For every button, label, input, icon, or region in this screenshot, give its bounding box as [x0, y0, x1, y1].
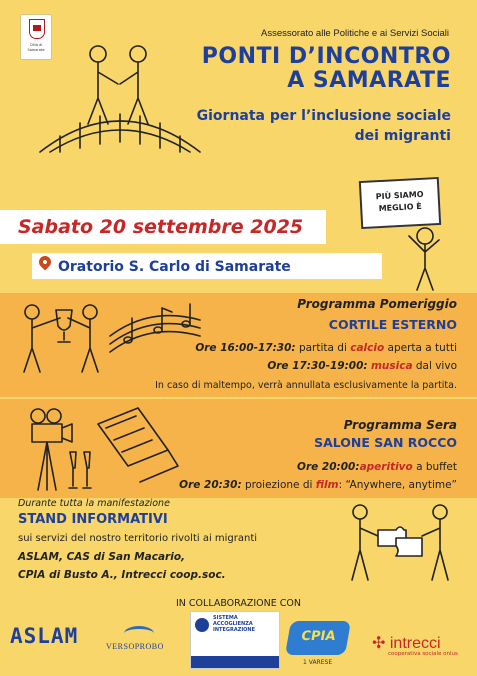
subtitle-line-2: dei migranti: [354, 128, 451, 144]
time-label: Ore 20:30:: [179, 479, 242, 491]
sign-text: PIÙ SIAMO MEGLIO È: [375, 189, 424, 214]
cpia-subtext: 1 VARESE: [303, 659, 333, 666]
camera-film-illustration: [18, 402, 188, 494]
time-label: Ore 17:30-19:00:: [267, 360, 368, 372]
stands-intro: Durante tutta la manifestazione: [18, 498, 170, 509]
sai-logo: [190, 611, 280, 669]
page-title: [202, 45, 451, 93]
afternoon-venue: CORTILE ESTERNO: [328, 317, 457, 332]
bird-icon: [124, 626, 154, 641]
intrecci-logo: ✣ intrecci: [372, 635, 441, 652]
cpia-text: CPIA: [299, 629, 337, 644]
activity-highlight: calcio: [350, 342, 385, 354]
afternoon-heading: Programma Pomeriggio: [297, 297, 457, 311]
sai-text: SISTEMA ACCOGLIENZA INTEGRAZIONE: [213, 615, 256, 633]
item-text: aperta a tutti: [384, 342, 457, 354]
activity-highlight: film: [315, 479, 339, 491]
title-line-2: A SAMARATE: [287, 68, 451, 93]
subtitle-line-1: Giornata per l’inclusione sociale: [196, 108, 451, 124]
stands-org-line-1: ASLAM, CAS di San Macario,: [18, 551, 186, 563]
evening-venue: SALONE SAN ROCCO: [314, 435, 457, 450]
crest-label: Città di Samarate: [27, 43, 45, 52]
handshake-bridge-illustration: [30, 40, 210, 170]
shield-icon: [29, 19, 45, 39]
item-text: proiezione di: [241, 479, 316, 491]
evening-heading: Programma Sera: [343, 418, 457, 432]
puzzle-figures-illustration: [330, 500, 470, 590]
sign-holder-figure: [395, 222, 455, 292]
sai-bar: [191, 656, 279, 668]
event-date: Sabato 20 settembre 2025: [18, 216, 304, 238]
afternoon-item-2: [267, 360, 457, 372]
partners-label: IN COLLABORAZIONE CON: [175, 598, 302, 609]
intrecci-subtext: cooperativa sociale onlus: [388, 651, 458, 657]
title-line-1: PONTI D’INCONTRO: [201, 44, 451, 69]
trophy-music-illustration: [10, 296, 210, 376]
item-text: partita di: [295, 342, 351, 354]
stands-heading: STAND INFORMATIVI: [18, 512, 168, 527]
time-label: Ore 16:00-17:30:: [195, 342, 296, 354]
evening-item-2: [179, 479, 457, 491]
page-subtitle: [197, 106, 451, 146]
time-label: Ore 20:00:: [297, 461, 360, 473]
item-text: dal vivo: [412, 360, 457, 372]
item-text: a buffet: [412, 461, 457, 473]
cpia-logo: [285, 621, 351, 655]
intrecci-text: intrecci: [389, 635, 441, 652]
activity-highlight: musica: [370, 360, 413, 372]
stands-org-line-2: CPIA di Busto A., Intrecci coop.soc.: [18, 569, 226, 581]
activity-highlight: aperitivo: [359, 461, 413, 473]
assessorato-label: Assessorato alle Politiche e ai Servizi Sociali: [261, 28, 449, 39]
stands-description: sui servizi del nostro territorio rivolti ai migranti: [18, 533, 258, 544]
versoprobo-text: VERSOPROBO: [106, 642, 164, 651]
evening-item-1: [297, 461, 457, 473]
afternoon-item-1: [195, 342, 457, 354]
aslam-logo: ASLAM: [10, 624, 79, 648]
item-text: : “Anywhere, anytime”: [338, 479, 457, 491]
sai-dot-icon: [195, 618, 209, 632]
weather-note: In caso di maltempo, verrà annullata esclusivamente la partita.: [155, 380, 457, 391]
event-location: Oratorio S. Carlo di Samarate: [58, 259, 291, 275]
